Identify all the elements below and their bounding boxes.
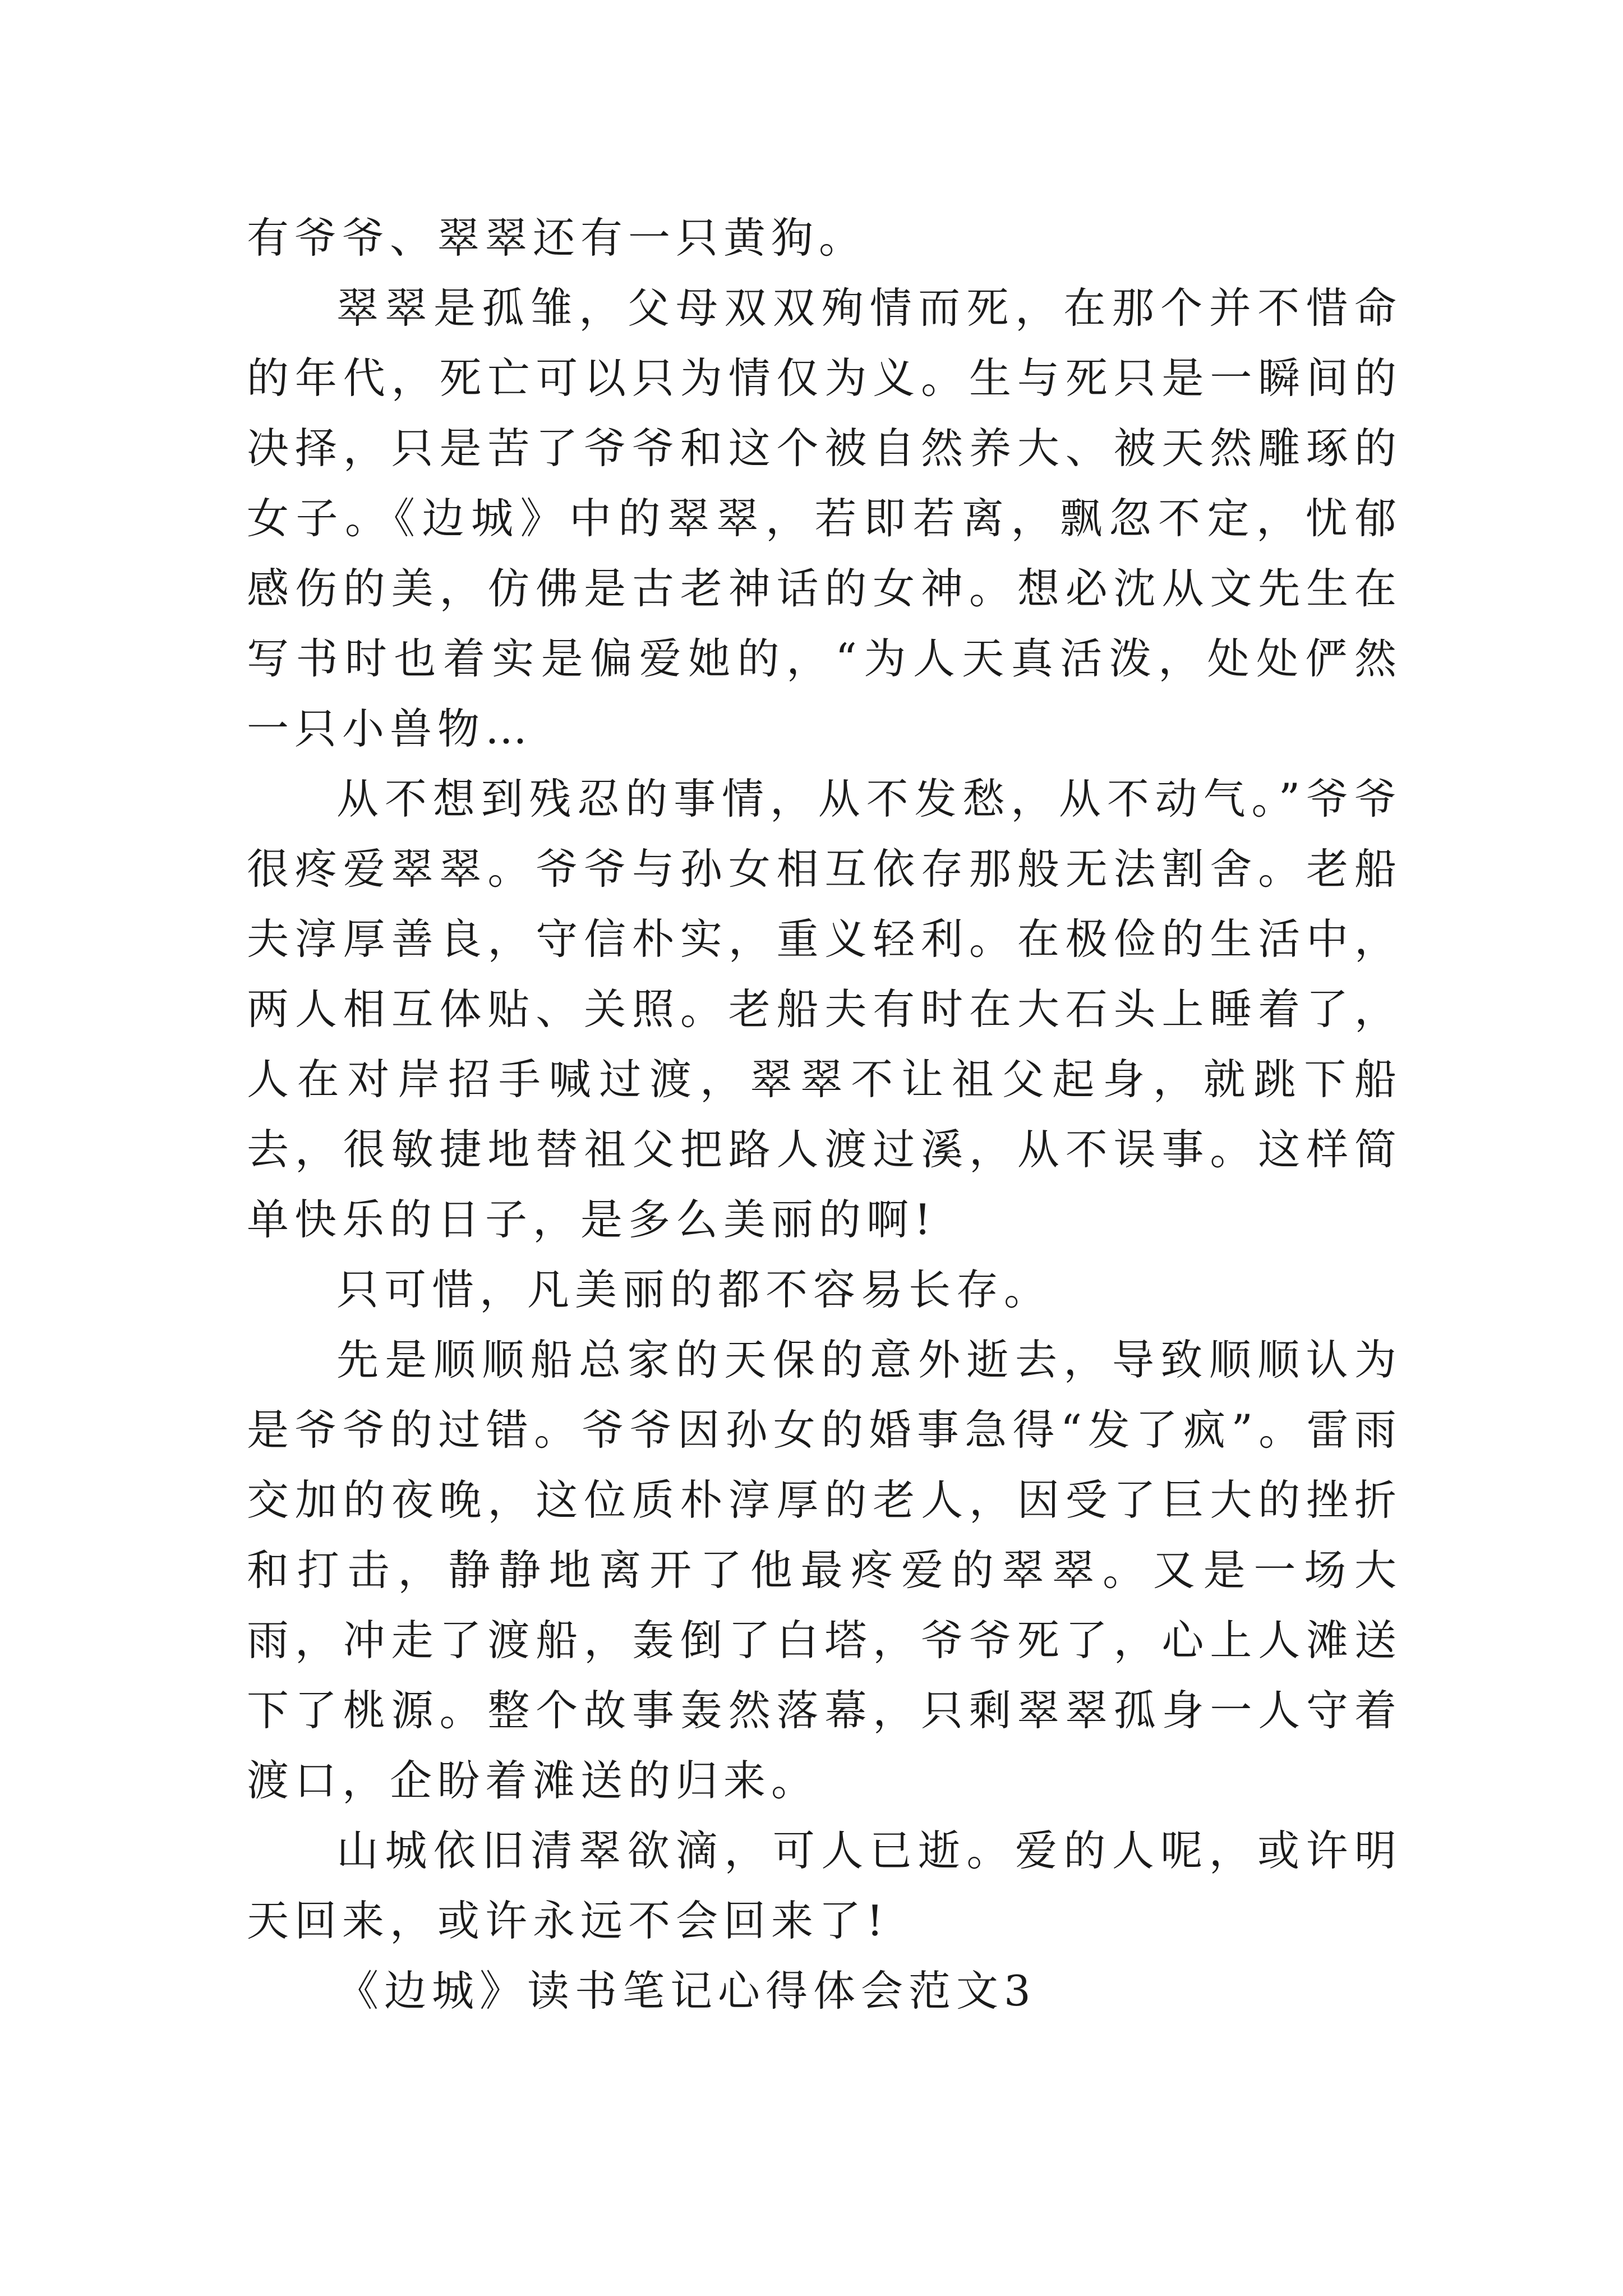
section-heading: 《边城》读书笔记心得体会范文3 bbox=[336, 1966, 1036, 2016]
paragraph-6: 山城依旧清翠欲滴，可人已逝。爱的人呢，或许明天回来，或许永远不会回来了! bbox=[247, 1826, 1402, 1945]
paragraph-1: 有爷爷、翠翠还有一只黄狗。 bbox=[247, 213, 867, 263]
paragraph-2: 翠翠是孤雏，父母双双殉情而死，在那个并不惜命的年代，死亡可以只为情仅为义。生与死只是一瞬间的决择，只是苦了爷爷和这个被自然养大、被天然雕琢的女子。《边城》中的翠翠，若即若离，飘忽不定，忧郁感伤的美，仿佛是古老神话的女神。想必沈从文先生在写书时也着实是偏爱她的，“为人天真活泼，处处俨然一只小兽物… bbox=[247, 283, 1402, 753]
paragraph-3: 从不想到残忍的事情，从不发愁，从不动气。”爷爷很疼爱翠翠。爷爷与孙女相互依存那般无法割舍。老船夫淳厚善良，守信朴实，重义轻利。在极俭的生活中，两人相互体贴、关照。老船夫有时在大石头上睡着了，人在对岸招手喊过渡，翠翠不让祖父起身，就跳下船去，很敏捷地替祖父把路人渡过溪，从不误事。这样简单快乐的日子，是多么美丽的啊! bbox=[247, 774, 1402, 1244]
paragraph-5: 先是顺顺船总家的天保的意外逝去，导致顺顺认为是爷爷的过错。爷爷因孙女的婚事急得“发了疯”。雷雨交加的夜晚，这位质朴淳厚的老人，因受了巨大的挫折和打击，静静地离开了他最疼爱的翠翠。又是一场大雨，冲走了渡船，轰倒了白塔，爷爷死了，心上人滩送下了桃源。整个故事轰然落幕，只剩翠翠孤身一人守着渡口，企盼着滩送的归来。 bbox=[247, 1335, 1402, 1805]
document-body bbox=[247, 203, 1402, 2026]
paragraph-4: 只可惜，凡美丽的都不容易长存。 bbox=[336, 1265, 1052, 1314]
